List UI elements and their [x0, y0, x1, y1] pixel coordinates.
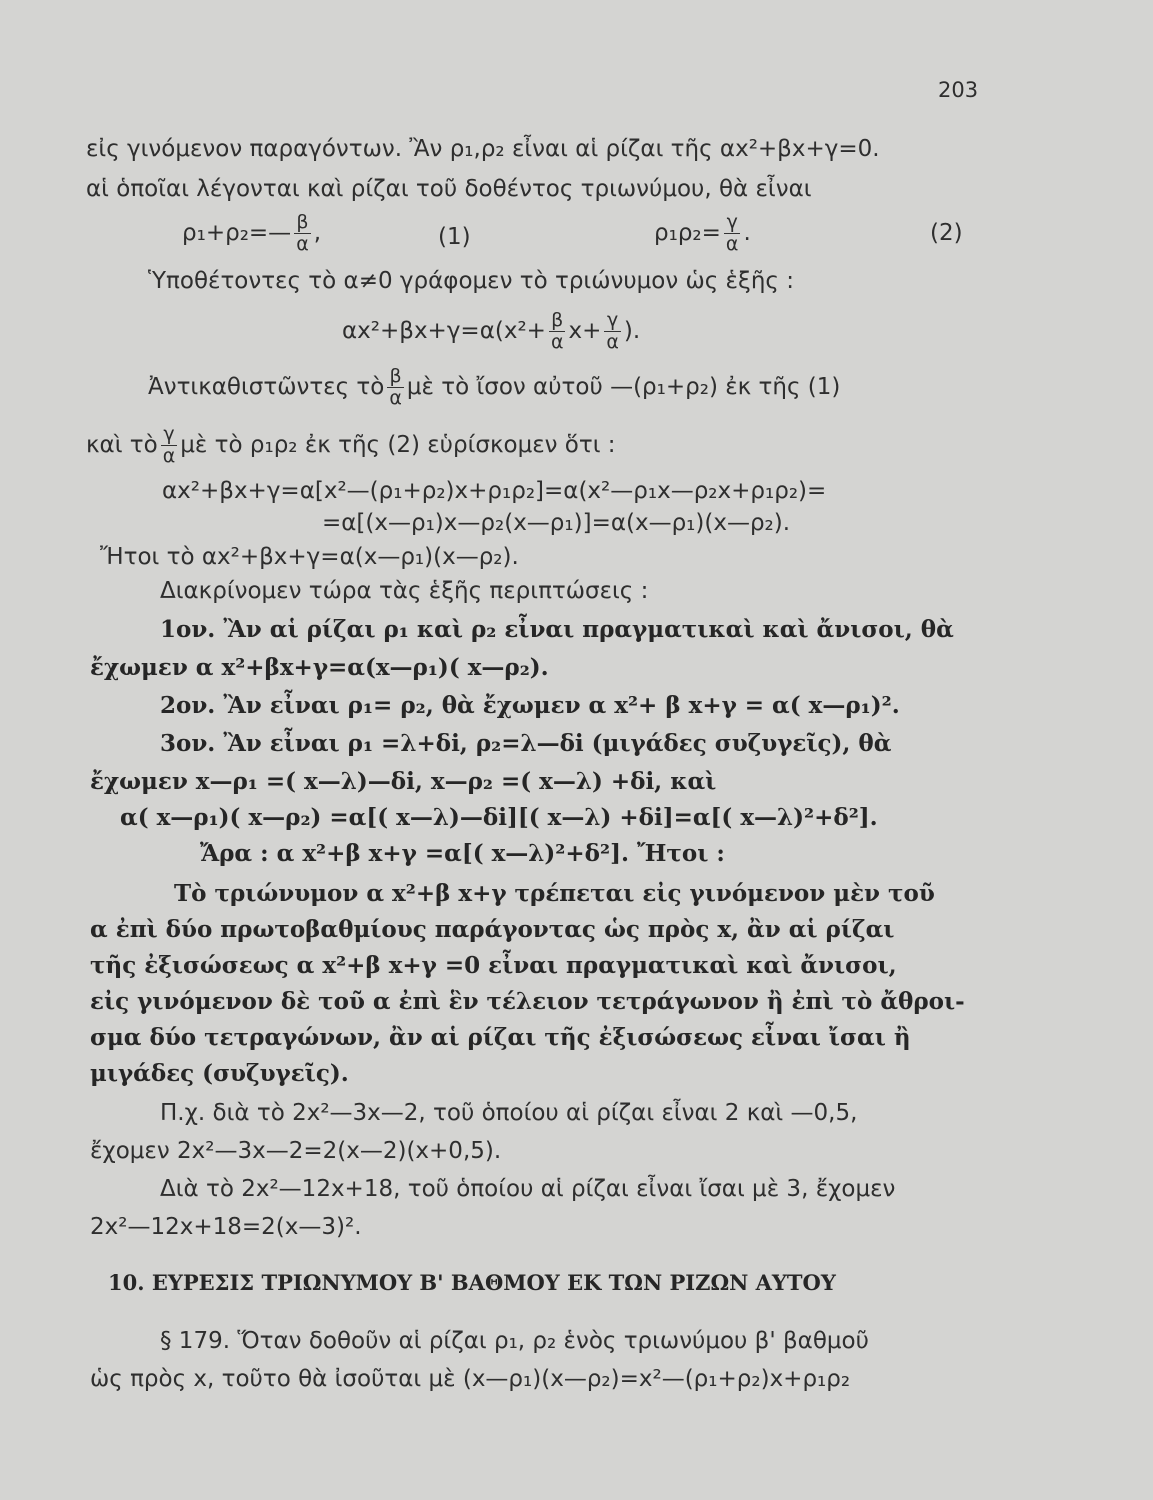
case-1-line: ἔχωμεν α x²+βx+γ=α(x—ρ₁)( x—ρ₂). [90, 654, 549, 681]
equation-text: , [313, 219, 322, 246]
example-line: Διὰ τὸ 2x²—12x+18, τοῦ ὁποίου αἱ ρίζαι εἶναι ἴσαι μὲ 3, ἔχομεν [160, 1176, 896, 1202]
text-line: αἱ ὁποῖαι λέγονται καὶ ρίζαι τοῦ δοθέντος τριωνύμου, θὰ εἶναι [86, 176, 812, 202]
case-3-line: ἔχωμεν x—ρ₁ =( x—λ)—δi, x—ρ₂ =( x—λ) +δi, καὶ [90, 768, 717, 795]
equation-1 [182, 212, 321, 255]
text-line: Ἤτοι τὸ αx²+βx+γ=α(x—ρ₁)(x—ρ₂). [100, 544, 519, 570]
fraction: $\frac{\gamma}{\alpha}$ [162, 423, 176, 467]
fraction: $\frac{\gamma}{\alpha}$ [725, 211, 739, 255]
fraction: $\frac{\beta}{\alpha}$ [389, 365, 402, 409]
theorem-line: τῆς ἐξισώσεως α x²+β x+γ =0 εἶναι πραγματικαὶ καὶ ἄνισοι, [90, 952, 897, 979]
section-heading: 10. ΕΥΡΕΣΙΣ ΤΡΙΩΝΥΜΟΥ Β' ΒΑΘΜΟΥ ΕΚ ΤΩΝ ΡΙΖΩΝ ΑΥΤΟΥ [108, 1270, 836, 1295]
equation-text: ρ₁ρ₂= [654, 219, 721, 246]
case-1-line: 1ον. Ἂν αἱ ρίζαι ρ₁ καὶ ρ₂ εἶναι πραγματικαὶ καὶ ἄνισοι, θὰ [160, 616, 954, 643]
text-line: Ὑποθέτοντες τὸ α≠0 γράφομεν τὸ τριώνυμον ὡς ἑξῆς : [148, 268, 794, 294]
text-line: § 179. Ὅταν δοθοῦν αἱ ρίζαι ρ₁, ρ₂ ἑνὸς τριωνύμου β' βαθμοῦ [160, 1328, 869, 1354]
theorem-line: Τὸ τριώνυμον α x²+β x+γ τρέπεται εἰς γινόμενον μὲν τοῦ [174, 880, 935, 907]
theorem-line: μιγάδες (συζυγεῖς). [90, 1060, 349, 1087]
equation-long: αx²+βx+γ=α[x²—(ρ₁+ρ₂)x+ρ₁ρ₂]=α(x²—ρ₁x—ρ₂x+ρ₁ρ₂)= [162, 478, 827, 504]
fraction: $\frac{\beta}{\alpha}$ [550, 309, 564, 353]
example-line: Π.χ. διὰ τὸ 2x²—3x—2, τοῦ ὁποίου αἱ ρίζαι εἶναι 2 καὶ —0,5, [160, 1100, 858, 1126]
substitution-line-1: Ἀντικαθιστῶντες τὸ $\frac{\beta}{\alpha}$ μὲ τὸ ἴσον αὐτοῦ —(ρ₁+ρ₂) ἐκ τῆς (1) [148, 365, 841, 409]
page-number: 203 [938, 78, 979, 102]
theorem-line: σμα δύο τετραγώνων, ἂν αἱ ρίζαι τῆς ἐξισώσεως εἶναι ἴσαι ἢ [90, 1024, 911, 1051]
equation-text: ρ₁+ρ₂=— [182, 219, 292, 246]
text-line: Διακρίνομεν τώρα τὰς ἑξῆς περιπτώσεις : [160, 578, 649, 604]
example-line: 2x²—12x+18=2(x—3)². [90, 1214, 362, 1240]
fraction: $\frac{\gamma}{\alpha}$ [606, 309, 619, 353]
theorem-line: α ἐπὶ δύο πρωτοβαθμίους παράγοντας ὡς πρὸς x, ἂν αἱ ρίζαι [90, 916, 895, 943]
equation-1-label: (1) [438, 224, 471, 250]
equation-2-label: (2) [930, 220, 963, 246]
case-2-line: 2ον. Ἂν εἶναι ρ₁= ρ₂, θὰ ἔχωμεν α x²+ β x+γ = α( x—ρ₁)². [160, 692, 900, 719]
fraction: $\frac{\beta}{\alpha}$ [296, 211, 309, 255]
text-line: =α[(x—ρ₁)x—ρ₂(x—ρ₁)]=α(x—ρ₁)(x—ρ₂). [322, 510, 791, 536]
equation-text: . [743, 219, 751, 246]
text-line: εἰς γινόμενον παραγόντων. Ἂν ρ₁,ρ₂ εἶναι αἱ ρίζαι τῆς αx²+βx+γ=0. [86, 136, 880, 162]
case-3-line: α( x—ρ₁)( x—ρ₂) =α[( x—λ)—δi][( x—λ) +δi]=α[( x—λ)²+δ²]. [120, 804, 878, 831]
case-3-line: 3ον. Ἂν εἶναι ρ₁ =λ+δi, ρ₂=λ—δi (μιγάδες συζυγεῖς), θὰ [160, 730, 892, 757]
equation-3: αx²+βx+γ=α(x²+ $\frac{\beta}{\alpha}$ x+ $\frac{\gamma}{\alpha}$ ). [342, 309, 641, 353]
equation-2 [654, 212, 751, 255]
conclusion-line: Ἄρα : α x²+β x+γ =α[( x—λ)²+δ²]. Ἤτοι : [200, 840, 725, 867]
theorem-line: εἰς γινόμενον δὲ τοῦ α ἐπὶ ἓν τέλειον τετράγωνον ἢ ἐπὶ τὸ ἄθροι- [90, 988, 965, 1015]
example-line: ἔχομεν 2x²—3x—2=2(x—2)(x+0,5). [90, 1138, 502, 1164]
substitution-line-2: καὶ τὸ $\frac{\gamma}{\alpha}$ μὲ τὸ ρ₁ρ₂ ἐκ τῆς (2) εὑρίσκομεν ὅτι : [86, 423, 616, 467]
text-line: ὡς πρὸς x, τοῦτο θὰ ἰσοῦται μὲ (x—ρ₁)(x—ρ₂)=x²—(ρ₁+ρ₂)x+ρ₁ρ₂ [90, 1366, 851, 1392]
